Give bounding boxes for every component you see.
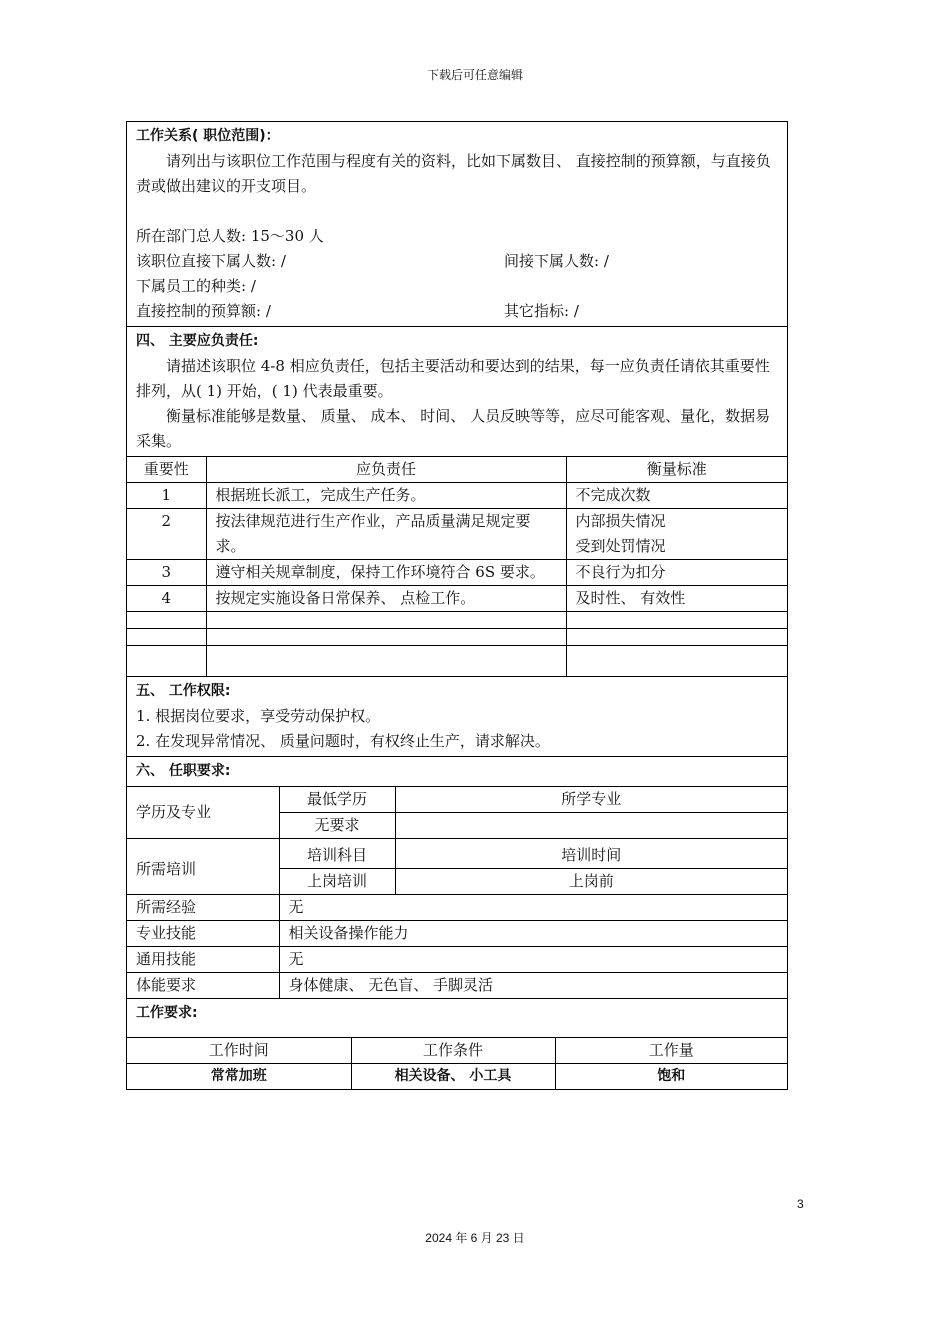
requirements-table (127, 787, 787, 998)
exp-label: 所需经验 (127, 894, 279, 920)
work-v1: 常常加班 (127, 1063, 351, 1089)
duties-desc-1: 请描述该职位 4-8 相应负责任，包括主要活动和要达到的结果，每一应负责任请依其重要性排列，从( 1) 开始，( 1) 代表最重要。 (136, 357, 770, 400)
work-requirements-block (127, 1038, 787, 1089)
work-relations-section (127, 122, 787, 327)
requirements-title-row (127, 757, 787, 787)
work-requirements-table (127, 1038, 787, 1089)
skill-value: 相关设备操作能力 (279, 920, 787, 946)
train-v1: 上岗培训 (279, 868, 395, 894)
table-row (127, 509, 787, 560)
duties-section (127, 327, 787, 457)
page-header: 下载后可任意编辑 (426, 68, 523, 82)
work-relations-desc: 请列出与该职位工作范围与程度有关的资料，比如下属数目、 直接控制的预算额，与直接负责或做出建议的开支项目。 (136, 152, 771, 195)
work-h2: 工作条件 (351, 1038, 555, 1064)
physical-value: 身体健康、 无色盲、 手脚灵活 (279, 972, 787, 998)
authority-title: 五、 工作权限: (136, 682, 231, 699)
work-v2: 相关设备、 小工具 (351, 1063, 555, 1089)
work-requirements-title-row (127, 999, 787, 1038)
duties-table (127, 457, 787, 676)
table-row (127, 586, 787, 612)
duty-rank: 3 (127, 560, 206, 586)
duty-standard: 不完成次数 (566, 483, 787, 509)
footer-date: 2024 年 6 月 23 日 (425, 1231, 525, 1245)
work-relations-title: 工作关系( 职位范围)： (136, 128, 280, 144)
page-number: 3 (797, 1197, 804, 1211)
edu-h2: 所学专业 (395, 787, 787, 813)
empty-row (127, 612, 787, 629)
subordinate-types: 下属员工的种类: / (136, 277, 256, 295)
job-description-form (126, 121, 788, 1090)
duty-text: 按法律规范进行生产作业，产品质量满足规定要求。 (206, 509, 566, 560)
duty-text: 根据班长派工，完成生产任务。 (206, 483, 566, 509)
exp-value: 无 (279, 894, 787, 920)
general-skill-label: 通用技能 (127, 946, 279, 972)
other-indicators: 其它指标: / (504, 302, 579, 320)
duty-rank: 4 (127, 586, 206, 612)
work-v3: 饱和 (555, 1063, 787, 1089)
authority-item: 2. 在发现异常情况、 质量问题时，有权终止生产，请求解决。 (136, 731, 550, 750)
duty-rank: 2 (127, 509, 206, 560)
train-h2: 培训时间 (395, 838, 787, 868)
dept-total: 所在部门总人数: 15～30 人 (136, 227, 324, 245)
duties-desc-2: 衡量标准能够是数量、 质量、 成本、 时间、 人员反映等等，应尽可能客观、量化，数据易采集。 (136, 407, 771, 450)
direct-budget: 直接控制的预算额: / (136, 302, 271, 320)
col-standard: 衡量标准 (566, 457, 787, 483)
edu-v1: 无要求 (279, 812, 395, 838)
authority-item: 1. 根据岗位要求，享受劳动保护权。 (136, 706, 381, 725)
duties-table-block (127, 457, 787, 677)
edu-h1: 最低学历 (279, 787, 395, 813)
authority-section (127, 677, 787, 757)
work-h1: 工作时间 (127, 1038, 351, 1064)
table-row (127, 483, 787, 509)
work-h3: 工作量 (555, 1038, 787, 1064)
duties-header-row (127, 457, 787, 483)
duty-text: 遵守相关规章制度，保持工作环境符合 6S 要求。 (206, 560, 566, 586)
col-duty: 应负责任 (206, 457, 566, 483)
requirements-table-block (127, 787, 787, 999)
duty-standard: 内部损失情况 受到处罚情况 (566, 509, 787, 560)
train-label: 所需培训 (127, 838, 279, 894)
duty-standard: 不良行为扣分 (566, 560, 787, 586)
physical-label: 体能要求 (127, 972, 279, 998)
duty-text: 按规定实施设备日常保养、 点检工作。 (206, 586, 566, 612)
col-rank: 重要性 (127, 457, 206, 483)
requirements-title: 六、 任职要求: (136, 762, 231, 779)
edu-label: 学历及专业 (127, 787, 279, 839)
general-skill-value: 无 (279, 946, 787, 972)
indirect-subordinates: 间接下属人数: / (504, 252, 609, 270)
skill-label: 专业技能 (127, 920, 279, 946)
empty-row (127, 629, 787, 646)
duties-title: 四、 主要应负责任: (136, 333, 259, 349)
table-row (127, 560, 787, 586)
edu-v2 (395, 812, 787, 838)
train-v2: 上岗前 (395, 868, 787, 894)
train-h1: 培训科目 (279, 838, 395, 868)
work-requirements-title: 工作要求: (136, 1004, 198, 1021)
duty-standard: 及时性、 有效性 (566, 586, 787, 612)
duty-rank: 1 (127, 483, 206, 509)
empty-row (127, 646, 787, 676)
direct-subordinates: 该职位直接下属人数: / (136, 252, 286, 270)
